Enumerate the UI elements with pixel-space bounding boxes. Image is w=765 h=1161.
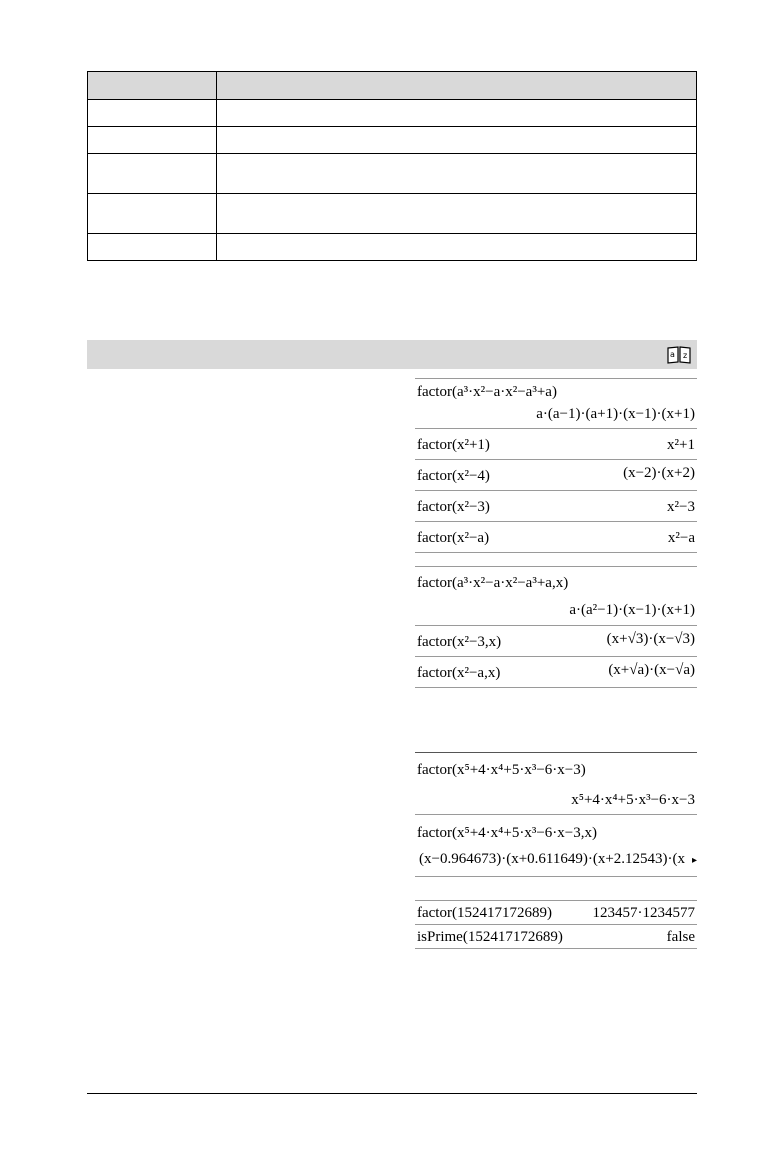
math-input: isPrime(152417172689) bbox=[417, 929, 563, 945]
math-panel-d bbox=[415, 900, 697, 949]
table-row bbox=[88, 234, 697, 261]
math-input: factor(x²−3,x) bbox=[417, 634, 502, 650]
math-row bbox=[415, 460, 697, 491]
table-cell bbox=[217, 100, 697, 127]
math-result: x²+1 bbox=[667, 437, 695, 453]
math-row bbox=[415, 815, 697, 877]
table-cell bbox=[217, 234, 697, 261]
math-result: x⁵+4·x⁴+5·x³−6·x−3 bbox=[571, 792, 695, 808]
table-cell bbox=[88, 234, 217, 261]
table-cell bbox=[88, 100, 217, 127]
math-row bbox=[415, 626, 697, 657]
math-input: factor(152417172689) bbox=[417, 905, 552, 921]
math-result: (x−0.964673)·(x+0.611649)·(x+2.12543)·(x bbox=[419, 851, 686, 867]
math-panel-a bbox=[415, 378, 697, 553]
table-row bbox=[88, 127, 697, 154]
math-input: factor(x²−4) bbox=[417, 468, 490, 484]
math-input: factor(x²+1) bbox=[417, 437, 490, 453]
math-row bbox=[415, 925, 697, 949]
math-row bbox=[415, 753, 697, 815]
math-row bbox=[415, 522, 697, 553]
math-input: factor(x²−3) bbox=[417, 499, 490, 515]
math-input: factor(x⁵+4·x⁴+5·x³−6·x−3) bbox=[417, 762, 586, 778]
math-row bbox=[415, 657, 697, 688]
math-row bbox=[415, 901, 697, 925]
svg-text:a: a bbox=[670, 350, 675, 359]
math-result: a·(a²−1)·(x−1)·(x+1) bbox=[569, 602, 695, 618]
math-panel-b bbox=[415, 566, 697, 688]
math-row bbox=[415, 567, 697, 626]
math-result: (x+√a)·(x−√a) bbox=[608, 662, 695, 678]
table-row bbox=[88, 194, 697, 234]
table-cell bbox=[88, 127, 217, 154]
math-result: (x+√3)·(x−√3) bbox=[606, 631, 695, 647]
table-cell bbox=[217, 194, 697, 234]
footer-rule bbox=[87, 1093, 697, 1094]
section-header-bar bbox=[87, 340, 697, 369]
math-input: factor(a³·x²−a·x²−a³+a,x) bbox=[417, 575, 569, 591]
table-cell bbox=[217, 154, 697, 194]
math-result: x²−a bbox=[667, 530, 695, 546]
table-row bbox=[88, 154, 697, 194]
math-result: 123457·1234577 bbox=[592, 905, 695, 921]
math-input: factor(a³·x²−a·x²−a³+a) bbox=[417, 384, 557, 400]
catalog-book-icon bbox=[666, 344, 692, 364]
more-results-arrow-icon: ▸ bbox=[691, 855, 697, 866]
math-input: factor(x⁵+4·x⁴+5·x³−6·x−3,x) bbox=[417, 825, 597, 841]
table-header-row bbox=[88, 72, 697, 100]
math-result: x²−3 bbox=[667, 499, 695, 515]
table-row bbox=[88, 100, 697, 127]
math-result: a·(a−1)·(a+1)·(x−1)·(x+1) bbox=[536, 406, 695, 422]
table-cell bbox=[88, 194, 217, 234]
math-input: factor(x²−a) bbox=[417, 530, 490, 546]
math-result: false bbox=[666, 929, 695, 945]
math-row bbox=[415, 429, 697, 460]
math-result: (x−2)·(x+2) bbox=[623, 465, 695, 481]
math-row bbox=[415, 379, 697, 429]
table-header-cell bbox=[217, 72, 697, 100]
table-cell bbox=[217, 127, 697, 154]
table-header-cell bbox=[88, 72, 217, 100]
reference-table bbox=[87, 71, 697, 261]
math-panel-c bbox=[415, 752, 697, 877]
svg-text:z: z bbox=[683, 351, 688, 360]
math-row bbox=[415, 491, 697, 522]
table-cell bbox=[88, 154, 217, 194]
math-input: factor(x²−a,x) bbox=[417, 665, 501, 681]
